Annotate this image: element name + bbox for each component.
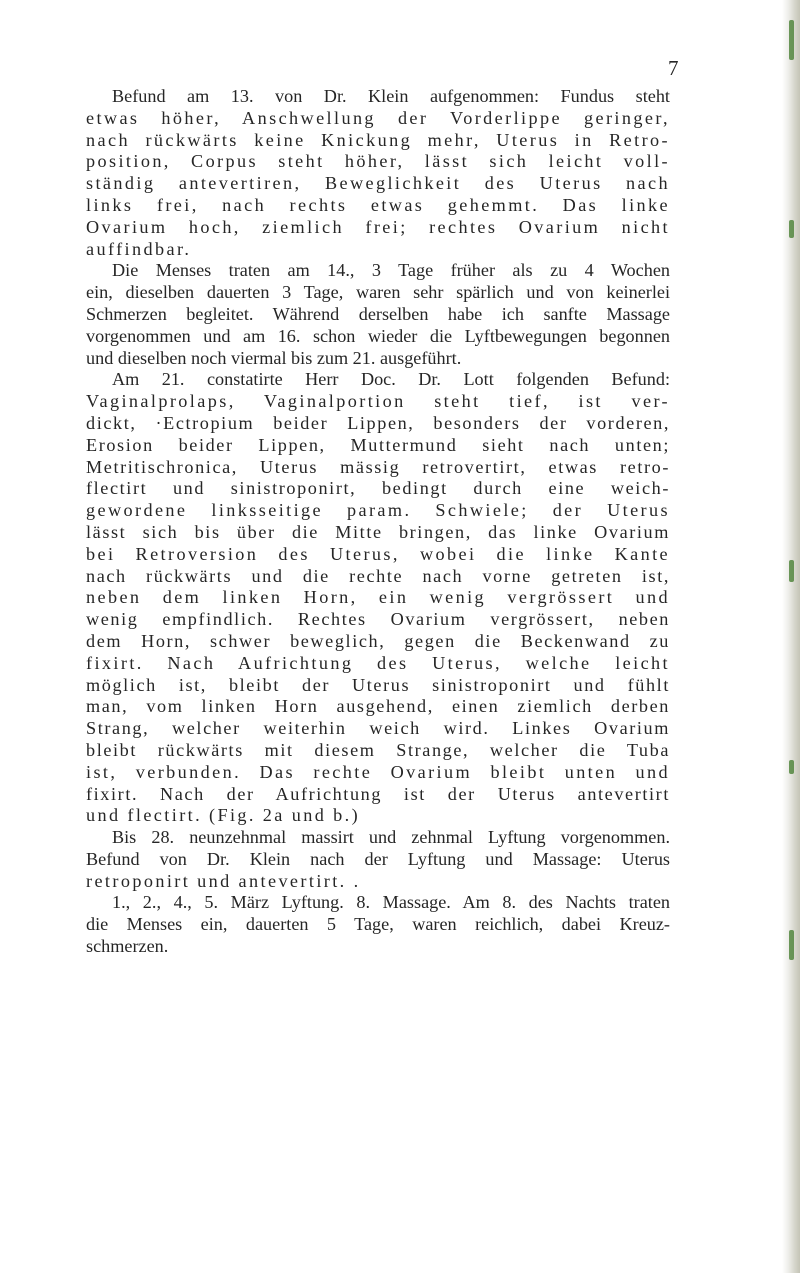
text-line: Strang, welcher weiterhin weich wird. Linkes Ovarium (86, 718, 670, 739)
text-line: fixirt. Nach der Aufrichtung ist der Uterus antevertirt (86, 783, 670, 804)
text-line: möglich ist, bleibt der Uterus sinistroponirt und fühlt (86, 674, 670, 695)
text-line: wenig empfindlich. Rechtes Ovarium vergrössert, neben (86, 609, 670, 630)
text-line: nach rückwärts und die rechte nach vorne getreten ist, (86, 565, 670, 586)
text-line: lässt sich bis über die Mitte bringen, das linke Ovarium (86, 521, 670, 542)
paragraph-menses (86, 260, 670, 369)
text-line: Befund am 13. von Dr. Klein aufgenommen: Fundus steht (112, 86, 670, 106)
text-line: flectirt und sinistroponirt, bedingt durch eine weich- (86, 478, 670, 499)
scan-edge-mark (789, 560, 794, 582)
text-line: ein, dieselben dauerten 3 Tage, waren sehr spärlich und von keinerlei (86, 282, 670, 303)
text-line: neben dem linken Horn, ein wenig vergrössert und (86, 587, 670, 608)
text-line: vorgenommen und am 16. schon wieder die Lyftbewegungen begonnen (86, 325, 670, 346)
text-line: Schmerzen begleitet. Während derselben habe ich sanfte Massage (86, 303, 670, 324)
text-line: dickt, ·Ectropium beider Lippen, besonders der vorderen, (86, 412, 670, 433)
text-line: Erosion beider Lippen, Muttermund sieht nach unten; (86, 434, 670, 455)
paragraph-maerz (86, 892, 670, 957)
text-line: auffindbar. (86, 238, 192, 259)
text-line: dem Horn, schwer beweglich, gegen die Beckenwand zu (86, 630, 670, 651)
paragraph-befund-21 (86, 369, 670, 827)
text-line: Befund von Dr. Klein nach der Lyftung und Massage: Uterus (86, 848, 670, 869)
text-line: nach rückwärts keine Knickung mehr, Uterus in Retro- (86, 129, 670, 150)
text-line: 1., 2., 4., 5. März Lyftung. 8. Massage. Am 8. des Nachts traten (112, 892, 670, 913)
text-line: Die Menses traten am 14., 3 Tage früher als zu 4 Wochen (112, 260, 670, 281)
text-line: und flectirt. (Fig. 2a und b.) (86, 805, 361, 826)
text-line: ständig antevertiren, Beweglichkeit des Uterus nach (86, 173, 670, 194)
page-number: 7 (668, 56, 679, 80)
paragraph-befund-13 (86, 86, 670, 260)
text-line: und dieselben noch viermal bis zum 21. ausgeführt. (86, 347, 462, 368)
text-line: bei Retroversion des Uterus, wobei die linke Kante (86, 543, 670, 564)
text-line: Ovarium hoch, ziemlich frei; rechtes Ovarium nicht (86, 216, 670, 237)
text-line: gewordene linksseitige param. Schwiele; der Uterus (86, 500, 670, 521)
text-line: retroponirt und antevertirt. . (86, 870, 361, 891)
text-line: etwas höher, Anschwellung der Vorderlippe geringer, (86, 107, 670, 128)
scan-edge-mark (789, 760, 794, 774)
body-text (86, 86, 670, 958)
paragraph-bis-28 (86, 827, 670, 892)
text-line: position, Corpus steht höher, lässt sich leicht voll- (86, 151, 670, 172)
scan-edge-mark (789, 220, 794, 238)
text-line: Metritischronica, Uterus mässig retrovertirt, etwas retro- (86, 456, 670, 477)
text-line: man, vom linken Horn ausgehend, einen ziemlich derben (86, 696, 670, 717)
text-line: die Menses ein, dauerten 5 Tage, waren reichlich, dabei Kreuz- (86, 914, 670, 935)
text-line: Am 21. constatirte Herr Doc. Dr. Lott folgenden Befund: (112, 369, 670, 390)
text-line: ist, verbunden. Das rechte Ovarium bleibt unten und (86, 761, 670, 782)
text-line: fixirt. Nach Aufrichtung des Uterus, welche leicht (86, 652, 670, 673)
scan-edge-mark (789, 20, 794, 60)
text-line: bleibt rückwärts mit diesem Strange, welcher die Tuba (86, 739, 670, 760)
text-line: Bis 28. neunzehnmal massirt und zehnmal Lyftung vorgenommen. (112, 827, 670, 848)
text-line: schmerzen. (86, 936, 169, 957)
text-line: links frei, nach rechts etwas gehemmt. Das linke (86, 194, 670, 215)
scan-edge-mark (789, 930, 794, 960)
scan-edge-shadow (782, 0, 800, 1273)
text-line: Vaginalprolaps, Vaginalportion steht tief, ist ver- (86, 391, 670, 412)
